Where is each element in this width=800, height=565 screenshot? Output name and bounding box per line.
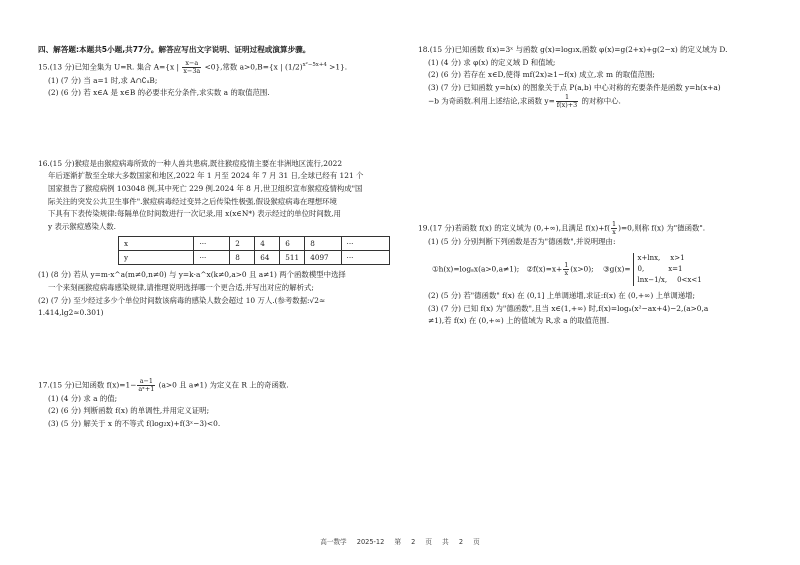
q16-line-2: 年后逐渐扩散至全球大多数国家和地区,2022 年 1 月至 2024 年 7 月 31 日,全球已经有 121 个 <box>48 171 364 181</box>
table-cell: 8 <box>305 237 341 251</box>
q15-set-fraction <box>182 60 201 75</box>
left-column <box>38 40 390 430</box>
q19-piecewise <box>633 253 712 286</box>
q16-line-5: 下具有下表传染规律:每隔单位时间数进行一次记录,用 x(x∈N*) 表示经过的单位时间数,用 <box>48 209 341 219</box>
right-column <box>418 40 768 328</box>
q17-stem-a: 17.(15 分)已知函数 f(x)=1− <box>38 380 137 390</box>
q16-line-1: 16.(15 分)猴痘是由猴痘病毒所致的一种人兽共患病,既往猴痘疫情主要在非洲地区流行,2022 <box>38 158 343 168</box>
table-cell: ··· <box>194 237 230 251</box>
footer-date: 2025-12 <box>356 538 385 546</box>
table-cell: 4 <box>255 237 280 251</box>
q15-set-denominator: x−3a <box>183 66 201 75</box>
table-cell: x <box>119 237 194 251</box>
q19-part2: (2) (5 分) 若"德函数" f(x) 在 (0,1] 上单调递增,求证:f(x) 在 (0,+∞) 上单调递增; <box>428 290 696 300</box>
q16-line-6: y 表示猴痘感染人数. <box>48 221 116 231</box>
table-row-x <box>119 237 390 251</box>
q19-stem-fraction <box>611 221 617 236</box>
q19-part1: (1) (5 分) 分别判断下列函数是否为"德函数",并说明理由: <box>428 237 616 247</box>
q17-numerator: a−1 <box>137 378 155 386</box>
table-cell: ··· <box>194 251 230 265</box>
q15-part2: (2) (6 分) 若 x∈A 是 x∈B 的必要非充分条件,求实数 a 的取值范围. <box>48 88 270 98</box>
piece-row <box>638 253 712 264</box>
q18-numerator: 1 <box>556 94 578 102</box>
q19-fn2-fraction <box>563 262 569 277</box>
q19-part3a: (3) (7 分) 已知 f(x) 为"德函数",且当 x∈(1,+∞) 时,f(x)=logₐ(x²−ax+4)−2,(a>0,a <box>428 303 709 313</box>
table-cell: ··· <box>341 237 389 251</box>
q16-line-3: 国家报告了猴痘病例 103048 例,其中死亡 229 例.2024 年 8 月,世卫组织宣布猴痘疫情构成"国 <box>48 183 363 193</box>
q19-stem-numerator: 1 <box>612 220 617 229</box>
piece-row <box>638 275 712 286</box>
piece-cond: x>1 <box>670 253 685 262</box>
q15-part1: (1) (7 分) 当 a=1 时,求 A∩∁ᵤB; <box>48 75 158 85</box>
q16-after-3: (2) (7 分) 至少经过多少个单位时间数该病毒的感染人数会超过 10 万人.(参考数据:√2≈ <box>38 295 326 305</box>
q17-stem-b: (a>0 且 a≠1) 为定义在 R 上的奇函数. <box>156 380 289 390</box>
question-18 <box>418 44 768 109</box>
table-cell: y <box>119 251 194 265</box>
piece-cond: x=1 <box>668 264 683 273</box>
q18-part3b-a: −b 为奇函数.利用上述结论,求函数 y= <box>428 96 555 106</box>
table-cell: 8 <box>230 251 255 265</box>
q15-stem-a: 15.(13 分)已知全集为 U=R. 集合 A={x | <box>38 62 182 72</box>
q16-after-4: 1.414,lg2≈0.301) <box>38 308 104 318</box>
footer-total: 共 2 页 <box>442 538 480 546</box>
q17-stem <box>38 378 390 393</box>
q19-fn2-b: (x>0); <box>570 264 594 274</box>
piece-expr: 0, <box>637 264 645 273</box>
q17-denominator: aˣ+1 <box>138 384 155 393</box>
page-footer <box>0 536 800 546</box>
q19-part3b: ≠1),若 f(x) 在 (0,+∞) 上的值域为 R,求 a 的取值范围. <box>428 316 610 326</box>
section-title: 四、解答题:本题共5小题,共77分。解答应写出文字说明、证明过程或演算步骤。 <box>38 45 311 54</box>
piece-cond: 0<x<1 <box>677 275 702 284</box>
question-19 <box>418 221 768 327</box>
table-cell: 4097 <box>305 251 341 265</box>
table-cell: 511 <box>280 251 305 265</box>
footer-page: 第 2 页 <box>394 538 433 546</box>
piece-row <box>638 264 712 275</box>
q19-stem-denominator: x <box>612 228 616 237</box>
q19-fn1: ①h(x)=logₐx(a>0,a≠1); <box>432 264 520 274</box>
infection-table <box>118 236 390 265</box>
q15-stem <box>38 59 390 75</box>
q16-after-2: 一个来刻画猴痘病毒感染规律,请推理说明选择哪一个更合适,并写出对应的解析式; <box>48 282 314 292</box>
q18-part3b-b: 的对称中心. <box>579 96 621 106</box>
q19-function-list <box>418 253 768 286</box>
q15-stem-b: <0},常数 a>0,B={x | (1/2) <box>202 62 303 72</box>
piece-expr: x+lnx, <box>637 253 661 262</box>
q18-stem: 18.(15 分)已知函数 f(x)=3ˣ 与函数 g(x)=log₃x,函数 φ(x)=g(2+x)+g(2−x) 的定义域为 D. <box>418 45 728 54</box>
q18-denominator: f(x)+3 <box>556 101 578 110</box>
q18-fraction <box>556 94 578 109</box>
table-cell: 64 <box>255 251 280 265</box>
question-17 <box>38 378 390 431</box>
table-cell: 6 <box>280 237 305 251</box>
question-16 <box>38 158 390 320</box>
q15-exponent: x²−5x+4 <box>302 61 327 68</box>
q19-fn2-denominator: x <box>564 268 569 277</box>
q19-fn2-a: ②f(x)=x+ <box>526 264 563 274</box>
table-cell: 2 <box>230 237 255 251</box>
q18-part1: (1) (4 分) 求 φ(x) 的定义域 D 和值域; <box>428 57 556 67</box>
piece-expr: lnx−1/x, <box>637 275 668 284</box>
q19-stem-a: 19.(17 分)若函数 f(x) 的定义域为 (0,+∞),且满足 f(x)+f( <box>418 223 611 233</box>
q17-fraction <box>137 378 155 393</box>
table-cell: ··· <box>341 251 389 265</box>
q16-after-1: (1) (8 分) 若从 y=m·x^a(m≠0,n≠0) 与 y=k·a^x(k≠0,a>0 且 a≠1) 两个函数模型中选择 <box>38 270 346 280</box>
q17-part2: (2) (6 分) 判断函数 f(x) 的单调性,并用定义证明; <box>48 406 210 416</box>
q15-set-numerator: x−a <box>182 60 201 68</box>
q19-fn3: ③g(x)= <box>603 264 631 274</box>
q17-part1: (1) (4 分) 求 a 的值; <box>48 393 118 403</box>
q19-stem-b: )=0,则称 f(x) 为"德函数". <box>618 223 706 233</box>
q19-fn2-numerator: 1 <box>564 260 569 269</box>
q19-stem <box>418 221 768 236</box>
question-15 <box>38 59 390 100</box>
q17-part3: (3) (5 分) 解关于 x 的不等式 f(log₂x)+f(3ˣ−3)<0. <box>48 418 221 428</box>
q18-part3a: (3) (7 分) 已知函数 y=h(x) 的图象关于点 P(a,b) 中心对称的充要条件是函数 y=h(x+a) <box>428 82 721 92</box>
q16-line-4: 际关注的突发公共卫生事件".猴痘病毒经过变异之后传染性极强,假设猴痘病毒在理想环境 <box>48 196 337 206</box>
footer-course: 高一数学 <box>320 538 347 546</box>
q18-part2: (2) (6 分) 若存在 x∈D,使得 mf(2x)≥1−f(x) 成立,求 m 的取值范围; <box>428 70 655 80</box>
q15-stem-c: >1}. <box>326 62 348 72</box>
q18-part3b <box>418 94 768 109</box>
table-row-y <box>119 251 390 265</box>
